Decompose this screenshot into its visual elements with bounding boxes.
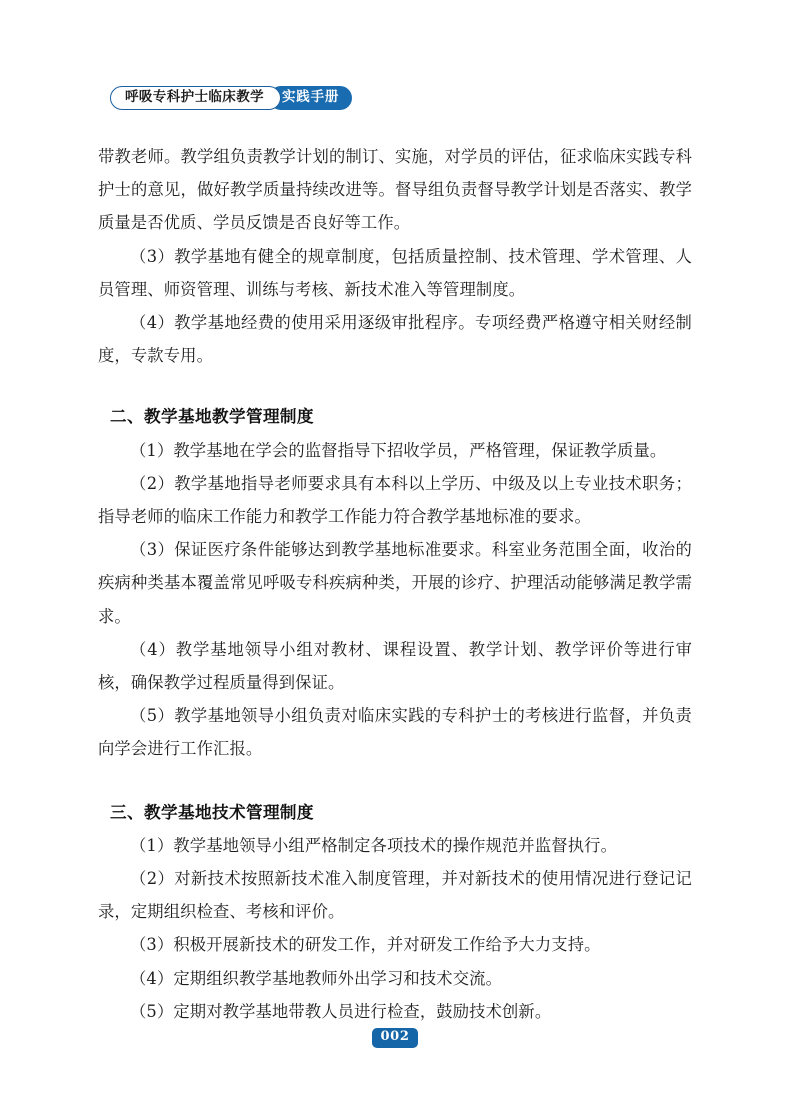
page-footer <box>0 1028 790 1048</box>
section-two-item-5: （5）教学基地领导小组负责对临床实践的专科护士的考核进行监督，并负责向学会进行工作汇报。 <box>98 706 692 759</box>
section-two-item-1: （1）教学基地在学会的监督指导下招收学员，严格管理，保证教学质量。 <box>130 440 667 460</box>
section-two-item-3: （3）保证医疗条件能够达到教学基地标准要求。科室业务范围全面，收治的疾病种类基本覆盖常见呼吸专科疾病种类，开展的诊疗、护理活动能够满足教学需求。 <box>98 540 692 626</box>
page-content <box>98 140 692 1028</box>
section-three-item-4: （4）定期组织教学基地教师外出学习和技术交流。 <box>130 968 502 988</box>
section-heading-three: 三、教学基地技术管理制度 <box>110 802 314 822</box>
paragraph-org-item-4: （4）教学基地经费的使用采用逐级审批程序。专项经费严格遵守相关财经制度，专款专用。 <box>98 313 692 366</box>
header-subtitle-pill <box>269 86 352 110</box>
spacer <box>98 766 692 796</box>
paragraph-continued: 带教老师。教学组负责教学计划的制订、实施，对学员的评估，征求临床实践专科护士的意见，做好教学质量持续改进等。督导组负责督导教学计划是否落实、教学质量是否优质、学员反馈是否良好等工作。 <box>98 147 692 233</box>
section-two-item-4: （4）教学基地领导小组对教材、课程设置、教学计划、教学评价等进行审核，确保教学过程质量得到保证。 <box>98 639 692 693</box>
page-number-badge: 002 <box>372 1028 419 1048</box>
section-three-item-2: （2）对新技术按照新技术准入制度管理，并对新技术的使用情况进行登记记录，定期组织检查、考核和评价。 <box>98 869 692 922</box>
section-three-item-3: （3）积极开展新技术的研发工作，并对研发工作给予大力支持。 <box>130 935 601 955</box>
section-two-item-2: （2）教学基地指导老师要求具有本科以上学历、中级及以上专业技术职务；指导老师的临床工作能力和教学工作能力符合教学基地标准的要求。 <box>98 473 692 527</box>
running-header <box>110 86 352 110</box>
section-three-item-1: （1）教学基地领导小组严格制定各项技术的操作规范并监督执行。 <box>130 835 618 855</box>
section-three-item-5: （5）定期对教学基地带教人员进行检查，鼓励技术创新。 <box>130 1001 552 1021</box>
header-title-text: 呼吸专科护士临床教学 <box>125 89 264 106</box>
header-subtitle-text: 实践手册 <box>282 89 340 106</box>
header-title-pill <box>110 86 281 110</box>
section-heading-two: 二、教学基地教学管理制度 <box>110 407 314 427</box>
spacer <box>98 372 692 400</box>
paragraph-org-item-3: （3）教学基地有健全的规章制度，包括质量控制、技术管理、学术管理、人员管理、师资管理、训练与考核、新技术准入等管理制度。 <box>98 246 692 299</box>
